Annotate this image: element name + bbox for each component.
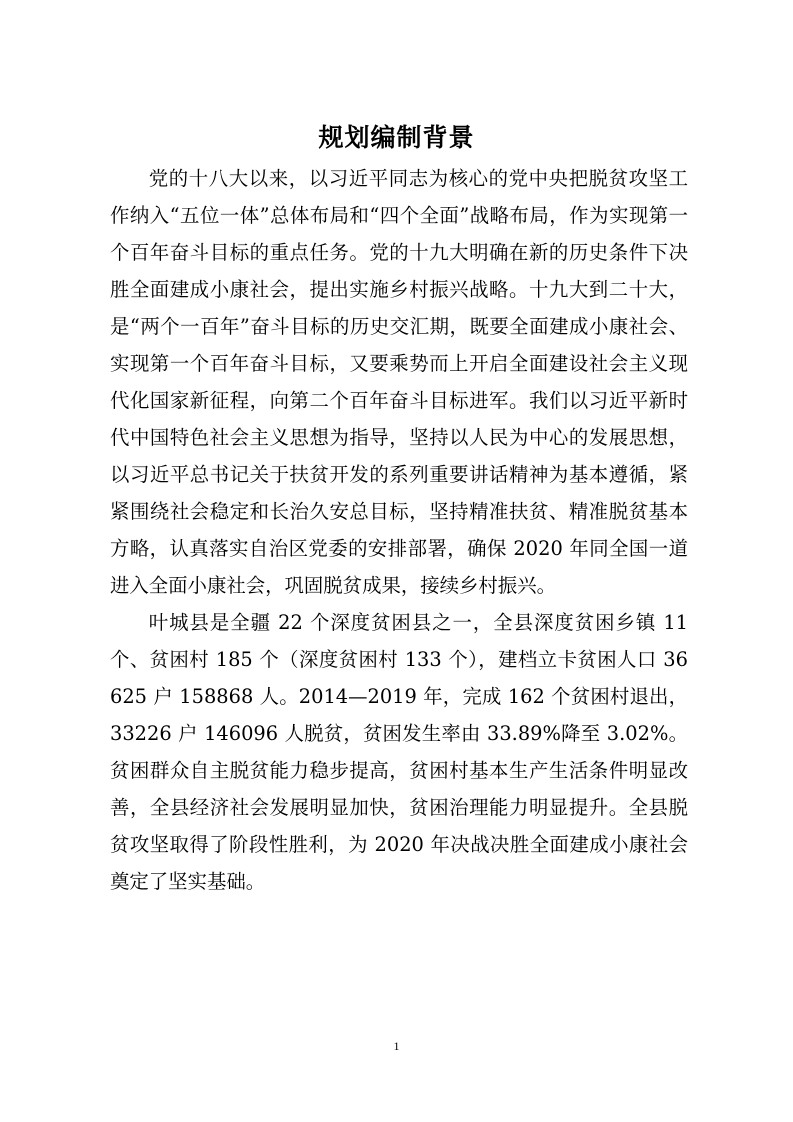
page-number: 1 — [393, 1039, 400, 1053]
paragraph-background: 党的十八大以来，以习近平同志为核心的党中央把脱贫攻坚工作纳入“五位一体”总体布局和“四个全面”战略布局，作为实现第一个百年奋斗目标的重点任务。党的十九大明确在新的历史条件下决胜全面建成小康社会，提出实施乡村振兴战略。十九大到二十大，是“两个一百年”奋斗目标的历史交汇期，既要全面建成小康社会、实现第一个百年奋斗目标，又要乘势而上开启全面建设社会主义现代化国家新征程，向第二个百年奋斗目标进军。我们以习近平新时代中国特色社会主义思想为指导，坚持以人民为中心的发展思想，以习近平总书记关于扶贫开发的系列重要讲话精神为基本遵循，紧紧围绕社会稳定和长治久安总目标，坚持精准扶贫、精准脱贫基本方略，认真落实自治区党委的安排部署，确保 2020 年同全国一道进入全面小康社会，巩固脱贫成果，接续乡村振兴。 — [110, 167, 688, 597]
document-body — [110, 160, 688, 900]
paragraph-yecheng-status: 叶城县是全疆 22 个深度贫困县之一，全县深度贫困乡镇 11 个、贫困村 185 个（深度贫困村 133 个），建档立卡贫困人口 36625 户 158868 人。2014—2019 年，完成 162 个贫困村退出，33226 户 146096 人脱贫，贫困发生率由 33.89%降至 3.02%。贫困群众自主脱贫能力稳步提高，贫困村基本生产生活条件明显改善，全县经济社会发展明显加快，贫困治理能力明显提升。全县脱贫攻坚取得了阶段性胜利，为 2020 年决战决胜全面建成小康社会奠定了坚实基础。 — [110, 611, 688, 893]
document-title: 规划编制背景 — [318, 123, 475, 152]
